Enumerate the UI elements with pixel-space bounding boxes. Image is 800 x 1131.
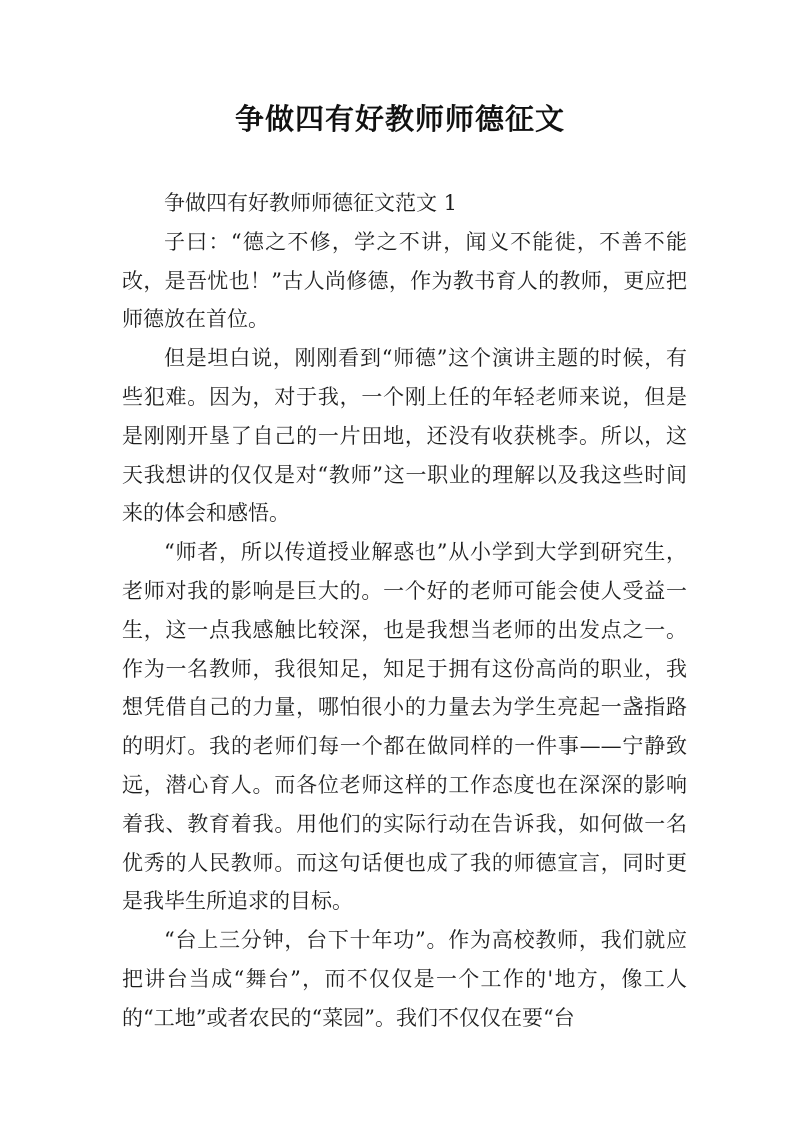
paragraph: “台上三分钟，台下十年功”。作为高校教师，我们就应把讲台当成“舞台”，而不仅仅是一个工作的'地方，像工人的“工地”或者农民的“菜园”。我们不仅仅在要“台 xyxy=(122,928,687,1030)
paragraph: “师者，所以传道授业解惑也”从小学到大学到研究生，老师对我的影响是巨大的。一个好的老师可能会使人受益一生，这一点我感触比较深，也是我想当老师的出发点之一。作为一名教师，我很知足，知足于拥有这份高尚的职业，我想凭借自己的力量，哪怕很小的力量去为学生亮起一盏指路的明灯。我的老师们每一个都在做同样的一件事——宁静致远，潜心育人。而各位老师这样的工作态度也在深深的影响着我、教育着我。用他们的实际行动在告诉我，如何做一名优秀的人民教师。而这句话便也成了我的师德宣言，同时更是我毕生所追求的目标。 xyxy=(122,540,687,914)
paragraph: 子曰：“德之不修，学之不讲，闻义不能徙，不善不能改，是吾忧也！”古人尚修德，作为教书育人的教师，更应把师德放在首位。 xyxy=(122,229,687,332)
document-subtitle: 争做四有好教师师德征文范文 1 xyxy=(164,191,458,215)
document-body xyxy=(122,184,687,1038)
document-title: 争做四有好教师师德征文 xyxy=(234,102,565,136)
paragraph: 但是坦白说，刚刚看到“师德”这个演讲主题的时候，有些犯难。因为，对于我，一个刚上任的年轻老师来说，但是是刚刚开垦了自己的一片田地，还没有收获桃李。所以，这天我想讲的仅仅是对“教师”这一职业的理解以及我这些时间来的体会和感悟。 xyxy=(122,346,687,526)
